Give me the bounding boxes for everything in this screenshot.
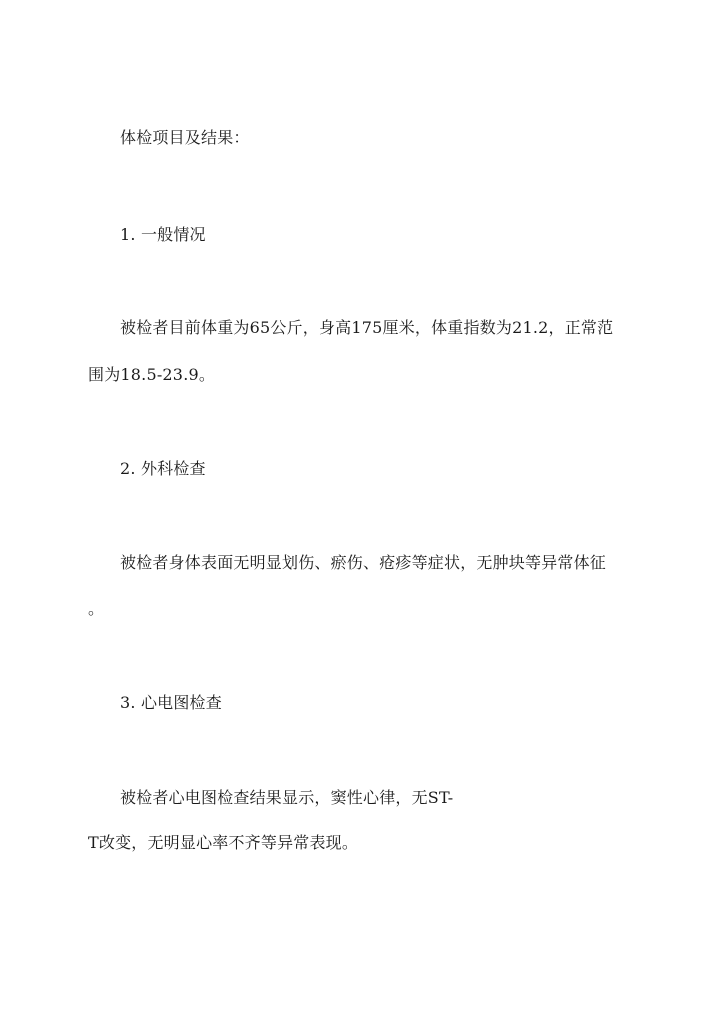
section-text-surgical-line-2: 。 — [88, 599, 105, 618]
section-text-ecg-line-2: T改变，无明显心率不齐等异常表现。 — [88, 833, 359, 852]
section-heading-general: 1. 一般情况 — [120, 225, 206, 244]
section-text-ecg-line-1: 被检者心电图检查结果显示，窦性心律，无ST- — [120, 788, 454, 807]
results-intro: 体检项目及结果： — [120, 128, 250, 147]
section-heading-ecg: 3. 心电图检查 — [120, 693, 222, 712]
section-text-surgical-line-1: 被检者身体表面无明显划伤、瘀伤、疮疹等症状，无肿块等异常体征 — [120, 553, 607, 572]
section-text-general-line-2: 围为18.5-23.9。 — [88, 365, 216, 384]
section-text-general-line-1: 被检者目前体重为65公斤，身高175厘米，体重指数为21.2，正常范 — [120, 318, 614, 337]
section-heading-surgical: 2. 外科检查 — [120, 459, 206, 478]
